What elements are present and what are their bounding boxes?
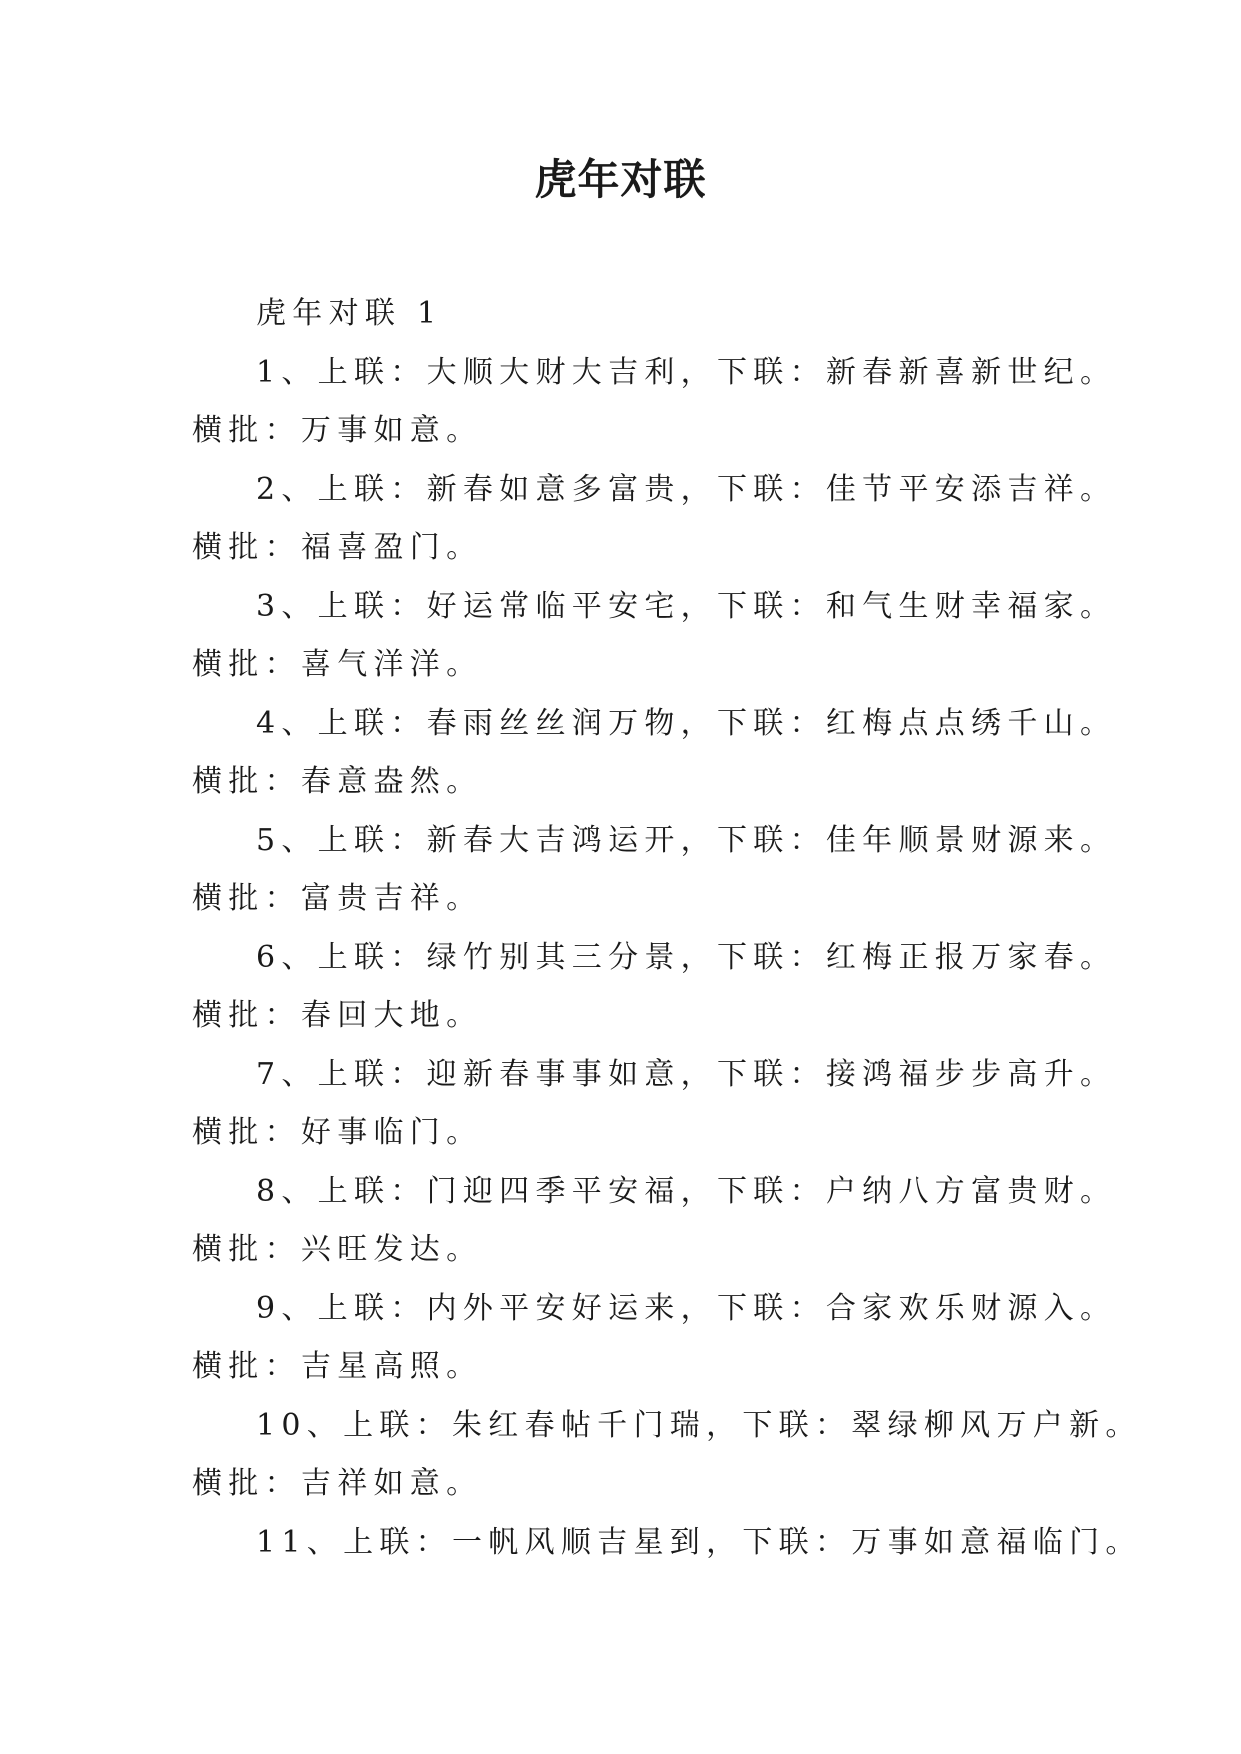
couplet-line: 2、上联：新春如意多富贵，下联：佳节平安添吉祥。 (256, 471, 1117, 507)
couplet-banner: 横批：兴旺发达。 (192, 1232, 483, 1267)
couplet-line: 9、上联：内外平安好运来，下联：合家欢乐财源入。 (256, 1290, 1117, 1326)
couplet-line: 6、上联：绿竹别其三分景，下联：红梅正报万家春。 (256, 939, 1117, 975)
couplet-line: 11、上联：一帆风顺吉星到，下联：万事如意福临门。 (256, 1524, 1142, 1560)
couplet-line: 10、上联：朱红春帖千门瑞，下联：翠绿柳风万户新。 (256, 1407, 1142, 1443)
couplet-banner: 横批：春意盎然。 (192, 764, 483, 799)
couplet-banner: 横批：富贵吉祥。 (192, 881, 483, 916)
couplet-line: 1、上联：大顺大财大吉利，下联：新春新喜新世纪。 (256, 354, 1117, 390)
couplet-line: 5、上联：新春大吉鸿运开，下联：佳年顺景财源来。 (256, 822, 1117, 858)
couplet-line: 3、上联：好运常临平安宅，下联：和气生财幸福家。 (256, 588, 1117, 624)
couplet-line: 7、上联：迎新春事事如意，下联：接鸿福步步高升。 (256, 1056, 1117, 1092)
couplet-banner: 横批：吉星高照。 (192, 1349, 483, 1384)
section-heading: 虎年对联 1 (256, 296, 443, 331)
couplet-banner: 横批：吉祥如意。 (192, 1466, 483, 1501)
couplet-banner: 横批：福喜盈门。 (192, 530, 483, 565)
document-title: 虎年对联 (534, 155, 707, 204)
couplet-banner: 横批：喜气洋洋。 (192, 647, 483, 682)
couplet-banner: 横批：万事如意。 (192, 413, 483, 448)
couplet-banner: 横批：好事临门。 (192, 1115, 483, 1150)
couplet-line: 8、上联：门迎四季平安福，下联：户纳八方富贵财。 (256, 1173, 1117, 1209)
couplet-banner: 横批：春回大地。 (192, 998, 483, 1033)
document-body (192, 285, 1142, 1572)
couplet-line: 4、上联：春雨丝丝润万物，下联：红梅点点绣千山。 (256, 705, 1117, 741)
